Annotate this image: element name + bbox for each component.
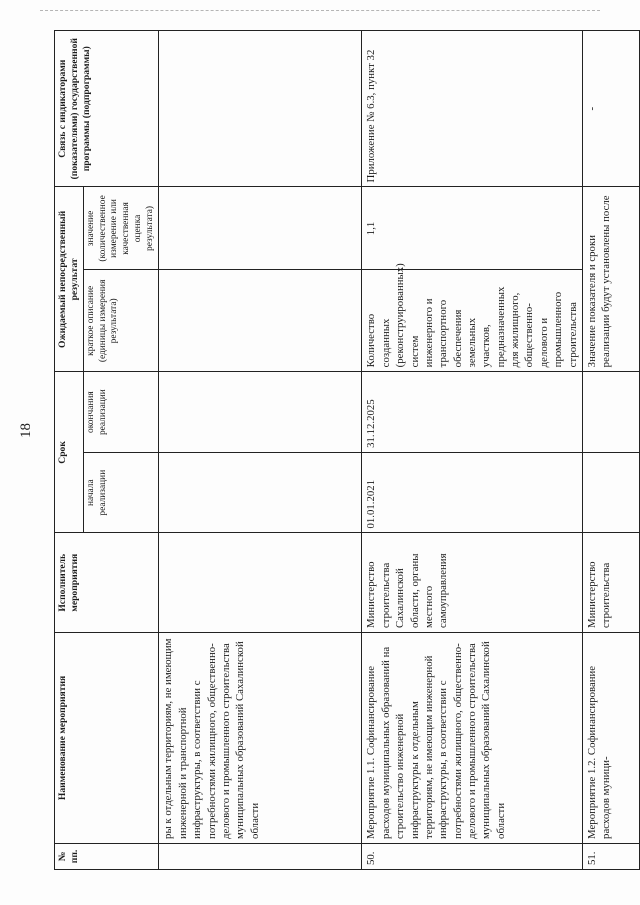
page-number: 18 bbox=[18, 423, 34, 438]
header-expected-value: значение (количественное измерение или качественная оценка результата) bbox=[83, 187, 159, 270]
cell-relation bbox=[159, 31, 362, 187]
cell-relation: Приложение № 6.3, пункт 32 bbox=[362, 31, 582, 187]
cell-name: ры к отдельным территориям, не имеющим инженерной и транспортной инфраструктуры, в соответствии с потребностями жилищного, общественно-делового и промышленного строительства муниципальных образований Сахалинской области bbox=[159, 633, 362, 844]
header-relation: Связь с индикаторами (показателями) государственной программы (подпрограммы) bbox=[55, 31, 159, 187]
header-expected-desc: краткое описание (единицы измерения результата) bbox=[83, 270, 159, 372]
cell-value bbox=[159, 187, 362, 270]
top-dashed-line bbox=[40, 10, 600, 11]
rotated-sheet bbox=[54, 30, 613, 870]
cell-desc bbox=[159, 270, 362, 372]
cell-start bbox=[159, 452, 362, 533]
cell-start: 01.01.2021 bbox=[362, 452, 582, 533]
cell-desc-value: Значение показателя и сроки реализации будут установлены после bbox=[582, 187, 639, 372]
cell-end bbox=[582, 372, 639, 453]
header-name: Наименование мероприятия bbox=[55, 633, 159, 844]
table-row bbox=[582, 31, 639, 870]
cell-end bbox=[159, 372, 362, 453]
cell-executor: Министерство строительства Сахалинской области, органы местного самоуправления bbox=[362, 533, 582, 633]
header-term: Срок bbox=[55, 372, 84, 533]
header-executor: Исполнитель мероприятия bbox=[55, 533, 159, 633]
cell-name: Мероприятие 1.2. Софинансирование расходов муници- bbox=[582, 633, 639, 844]
header-row bbox=[55, 31, 84, 870]
table-row bbox=[362, 31, 582, 870]
cell-end: 31.12.2025 bbox=[362, 372, 582, 453]
cell-no bbox=[159, 843, 362, 869]
cell-executor: Министерство строительства bbox=[582, 533, 639, 633]
cell-executor bbox=[159, 533, 362, 633]
header-term-start: начала реализации bbox=[83, 452, 159, 533]
cell-relation: - bbox=[582, 31, 639, 187]
table-row bbox=[159, 31, 362, 870]
cell-name: Мероприятие 1.1. Софинансирование расходов муниципальных образований на строительство инженерной инфраструктуры к отдельным территориям, не имеющим инженерной инфраструктуры, в соответствии с потребностями жилищного, общественно-делового и промышленного строительства муниципальных образований Сахалинской области bbox=[362, 633, 582, 844]
header-no: № пп. bbox=[55, 843, 159, 869]
measures-table bbox=[54, 30, 640, 870]
cell-no: 50. bbox=[362, 843, 582, 869]
header-expected: Ожидаемый непосредственный результат bbox=[55, 187, 84, 372]
cell-desc: Количество созданных (реконструированных) систем инженерного и транспортного обеспечения земельных участков, предназначенных для жилищного, общественно-делового и промышленного строительства bbox=[362, 270, 582, 372]
cell-no: 51. bbox=[582, 843, 639, 869]
cell-value: 1,1 bbox=[362, 187, 582, 270]
header-term-end: окончания реализации bbox=[83, 372, 159, 453]
cell-start bbox=[582, 452, 639, 533]
